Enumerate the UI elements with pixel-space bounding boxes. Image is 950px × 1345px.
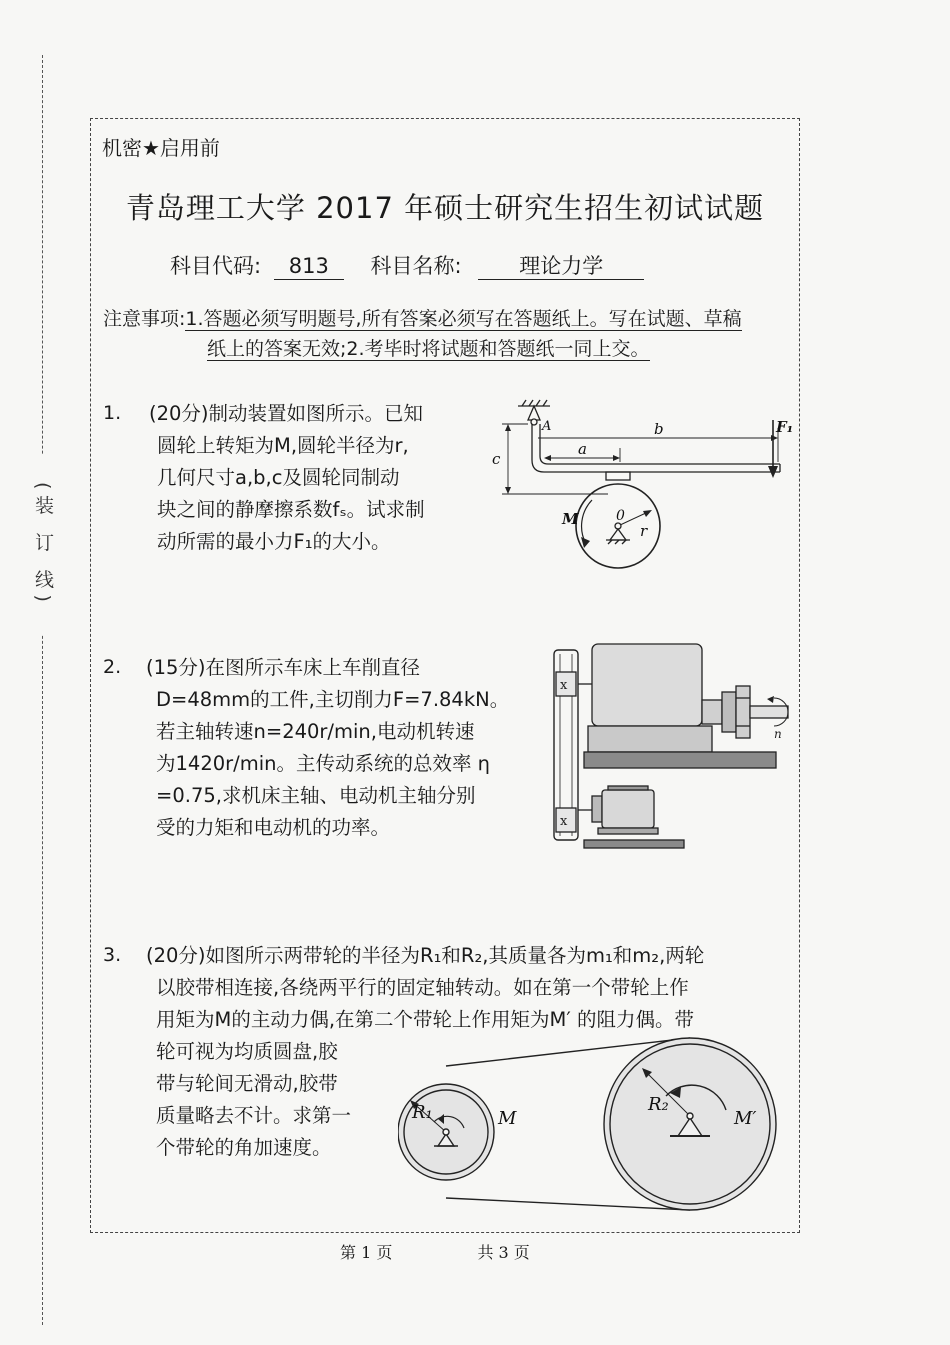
label-n: n	[774, 727, 782, 741]
label-O: 0	[616, 508, 625, 524]
binding-label: (装 订 线)	[28, 455, 58, 635]
question-2-text	[146, 652, 546, 844]
question-2-number: 2.	[103, 656, 122, 678]
question-2-line: 若主轴转速n=240r/min,电动机转速	[156, 720, 475, 743]
question-2-line: =0.75,求机床主轴、电动机主轴分别	[156, 784, 476, 807]
question-1-text	[147, 398, 477, 558]
page-title: 青岛理工大学 2017 年硕士研究生招生初试试题	[125, 191, 765, 225]
secret-mark: 机密★启用前	[102, 136, 220, 160]
subject-code-label: 科目代码:	[170, 254, 262, 278]
label-b: b	[654, 420, 664, 438]
question-3-line: 用矩为M的主动力偶,在第二个带轮上作用矩为M′ 的阻力偶。带	[156, 1008, 694, 1031]
question-1-line: 圆轮上转矩为M,圆轮半径为r,	[157, 434, 409, 457]
question-3-line: 质量略去不计。求第一	[156, 1104, 352, 1127]
question-2-line: (15分)在图所示车床上车削直径	[146, 656, 421, 679]
question-1-number: 1.	[103, 402, 122, 424]
svg-text:x: x	[560, 678, 568, 693]
question-1-line: 块之间的静摩擦系数fₛ。试求制	[157, 498, 425, 521]
brake-figure	[488, 398, 800, 573]
lathe-figure	[548, 640, 796, 860]
page-number: 第 1 页	[340, 1243, 393, 1262]
page-total: 共 3 页	[477, 1243, 530, 1262]
label-a: a	[578, 440, 587, 458]
subject-name-label: 科目名称:	[370, 254, 462, 278]
binding-line	[42, 55, 43, 1325]
subject-code-value: 813	[274, 253, 344, 280]
label-F1: F₁	[776, 418, 794, 436]
question-3-line: (20分)如图所示两带轮的半径为R₁和R₂,其质量各为m₁和m₂,两轮	[146, 944, 705, 967]
question-3-line: 带与轮间无滑动,胶带	[156, 1072, 338, 1095]
svg-text:x: x	[560, 814, 568, 829]
question-3-line: 以胶带相连接,各绕两平行的固定轴转动。如在第一个带轮上作	[156, 976, 689, 999]
question-3-line: 个带轮的角加速度。	[156, 1136, 332, 1159]
question-2-line: 受的力矩和电动机的功率。	[156, 816, 391, 839]
question-3-number: 3.	[103, 944, 122, 966]
question-3-line: 轮可视为均质圆盘,胶	[156, 1040, 338, 1063]
label-M1: M	[498, 1108, 517, 1129]
notes-label: 注意事项:	[103, 308, 186, 330]
label-R2: R₂	[648, 1094, 669, 1115]
question-1-line: (20分)制动装置如图所示。已知	[149, 402, 424, 425]
label-M2: M′	[734, 1108, 757, 1129]
question-1-line: 几何尺寸a,b,c及圆轮同制动	[157, 466, 400, 489]
notes-line-2: 纸上的答案无效;2.考毕时将试题和答题纸一同上交。	[207, 338, 650, 360]
page-footer	[340, 1240, 530, 1263]
label-R1: R₁	[412, 1102, 433, 1123]
notes-line-1: 1.答题必须写明题号,所有答案必须写在答题纸上。写在试题、草稿	[185, 308, 742, 330]
label-c: c	[492, 450, 501, 468]
notes	[103, 304, 793, 364]
question-2-line: 为1420r/min。主传动系统的总效率 η	[156, 752, 491, 775]
pulleys-figure	[398, 1036, 798, 1216]
label-r: r	[640, 522, 648, 540]
label-A: A	[542, 419, 552, 434]
label-M: M	[562, 510, 579, 528]
subject-name-value: 理论力学	[478, 253, 644, 280]
subject-row	[170, 250, 644, 280]
question-1-line: 动所需的最小力F₁的大小。	[157, 530, 391, 553]
question-2-line: D=48mm的工件,主切削力F=7.84kN。	[156, 688, 510, 711]
